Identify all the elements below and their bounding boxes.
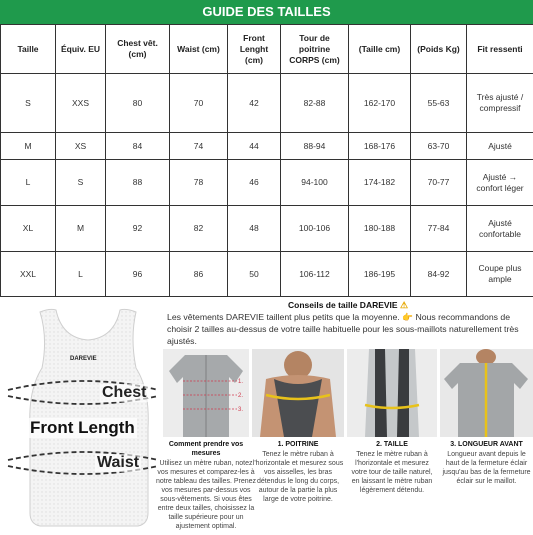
table-cell: XXS	[56, 74, 106, 133]
header-weight: (Poids Kg)	[411, 25, 467, 74]
table-cell: 70	[170, 74, 228, 133]
advice-text	[167, 311, 529, 347]
table-cell: 77-84	[411, 206, 467, 252]
table-cell: 94-100	[281, 160, 349, 206]
table-cell: 42	[228, 74, 281, 133]
header-tour-poitrine: Tour de poitrine CORPS (cm)	[281, 25, 349, 74]
header-waist: Waist (cm)	[170, 25, 228, 74]
table-cell: 80	[106, 74, 170, 133]
table-cell: L	[56, 252, 106, 297]
jersey-illustration	[0, 298, 165, 535]
table-cell: Ajusté confortable	[467, 206, 533, 252]
measurement-section	[0, 298, 533, 535]
caption-title-how-to: Comment prendre vos mesures	[168, 441, 244, 457]
header-front-length: Front Lenght (cm)	[228, 25, 281, 74]
photo-waist-measure	[347, 349, 437, 437]
table-cell: 86	[170, 252, 228, 297]
table-cell: XL	[1, 206, 56, 252]
caption-body-waist: Tenez le mètre ruban à l'horizontale et mesurez votre tour de taille naturel, en laissant le mètre ruban légèrement détendu.	[351, 451, 433, 494]
table-cell: Très ajusté / compressif	[467, 74, 533, 133]
table-row	[1, 160, 533, 206]
table-cell: Ajusté → confort léger	[467, 160, 533, 206]
table-cell: M	[56, 206, 106, 252]
table-row	[1, 74, 533, 133]
table-cell: 63-70	[411, 133, 467, 160]
table-cell: XS	[56, 133, 106, 160]
table-cell: 84	[106, 133, 170, 160]
table-cell: S	[56, 160, 106, 206]
table-cell: XXL	[1, 252, 56, 297]
header-chest: Chest vêt. (cm)	[106, 25, 170, 74]
header-taille: Taille	[1, 25, 56, 74]
caption-body-how-to: Utilisez un mètre ruban, notez vos mesures et comparez-les à notre tableau des tailles. Prenez vos mesures par-dessus vos sous-vêtements. Si vous êtes entre deux tailles, choisissez la taille supérieure pour un ajustement optimal.	[156, 460, 257, 530]
table-cell: 55-63	[411, 74, 467, 133]
table-cell: L	[1, 160, 56, 206]
marker-2: 2.	[238, 393, 244, 399]
table-cell: 174-182	[349, 160, 411, 206]
table-cell: S	[1, 74, 56, 133]
header-fit: Fit ressenti	[467, 25, 533, 74]
table-cell: 70-77	[411, 160, 467, 206]
table-cell: Ajusté	[467, 133, 533, 160]
front-length-label: Front Length	[30, 418, 135, 437]
table-cell: 82-88	[281, 74, 349, 133]
photo-front-length-measure	[440, 349, 533, 437]
table-cell: 84-92	[411, 252, 467, 297]
table-cell: 96	[106, 252, 170, 297]
table-cell: 162-170	[349, 74, 411, 133]
marker-3: 3.	[238, 407, 244, 413]
waist-label: Waist	[97, 454, 140, 471]
header-equiv-eu: Équiv. EU	[56, 25, 106, 74]
table-cell: 168-176	[349, 133, 411, 160]
warning-icon: ⚠	[399, 300, 409, 310]
table-cell: 82	[170, 206, 228, 252]
table-cell: 74	[170, 133, 228, 160]
table-row	[1, 133, 533, 160]
table-cell: 50	[228, 252, 281, 297]
photo-jersey-markers	[163, 349, 249, 437]
table-cell: Coupe plus ample	[467, 252, 533, 297]
size-guide-banner: GUIDE DES TAILLES	[0, 0, 533, 24]
table-cell: 106-112	[281, 252, 349, 297]
table-cell: 180-188	[349, 206, 411, 252]
caption-body-front-length: Longueur avant depuis le haut de la fermeture éclair jusqu'au bas de la fermeture éclair sur le maillot.	[442, 451, 531, 485]
marker-1: 1.	[238, 379, 244, 385]
table-cell: 48	[228, 206, 281, 252]
header-height: (Taille cm)	[349, 25, 411, 74]
table-cell: 78	[170, 160, 228, 206]
caption-body-chest: Tenez le mètre ruban à l'horizontale et mesurez sous vos aisselles, les bras détendus le long du corps, autour de la partie la plus large de votre poitrine.	[252, 451, 344, 503]
table-cell: M	[1, 133, 56, 160]
table-cell: 186-195	[349, 252, 411, 297]
table-row	[1, 206, 533, 252]
advice-text-part2: Nous recommandons de choisir 2 tailles au-dessus de votre taille habituelle pour les sous-maillots naturellement très ajustés.	[167, 312, 519, 346]
table-cell: 92	[106, 206, 170, 252]
photo-chest-measure	[252, 349, 344, 437]
table-row	[1, 252, 533, 297]
svg-text:DAREVIE: DAREVIE	[70, 356, 97, 362]
table-cell: 44	[228, 133, 281, 160]
advice-title	[288, 300, 408, 311]
caption-title-chest: 1. POITRINE	[277, 441, 319, 448]
advice-text-part1: Les vêtements DAREVIE taillent plus petits que la moyenne.	[167, 312, 400, 322]
table-cell: 46	[228, 160, 281, 206]
jersey-drawing	[0, 298, 165, 535]
table-cell: 88	[106, 160, 170, 206]
pointing-hand-icon: 👉	[402, 312, 414, 322]
table-cell: 88-94	[281, 133, 349, 160]
advice-title-text: Conseils de taille DAREVIE	[288, 300, 398, 310]
chest-label: Chest	[102, 384, 147, 401]
table-cell: 100-106	[281, 206, 349, 252]
size-table	[0, 24, 533, 297]
caption-title-waist: 2. TAILLE	[376, 441, 408, 448]
caption-title-front-length: 3. LONGUEUR AVANT	[450, 441, 523, 448]
table-header-row	[1, 25, 533, 74]
